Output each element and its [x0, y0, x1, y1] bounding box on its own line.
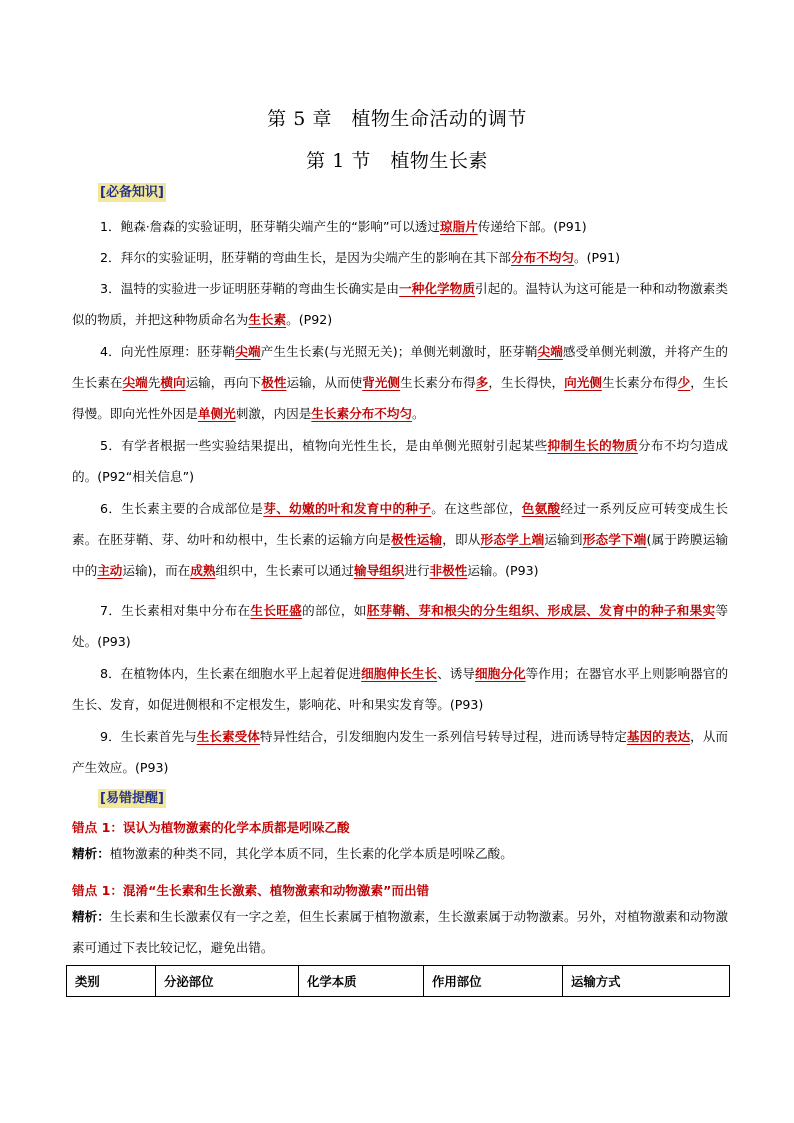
answer-highlight: 形态学下端 — [582, 532, 647, 547]
explanation-text: 植物激素的种类不同，其化学本质不同，生长素的化学本质是吲哚乙酸。 — [109, 846, 513, 861]
error-tips-tag: [易错提醒] — [100, 791, 164, 806]
knowledge-item: 7．生长素相对集中分布在生长旺盛的部位，如胚芽鞘、芽和根尖的分生组织、形成层、发育中的种子和果实等处。(P93) — [72, 603, 729, 649]
answer-highlight: 主动 — [97, 563, 123, 578]
answer-highlight: 基因的表达 — [626, 729, 691, 744]
answer-highlight: 细胞伸长生长 — [361, 666, 438, 681]
answer-highlight: 生长素受体 — [196, 729, 260, 744]
explanation-text: 生长素和生长激素仅有一字之差，但生长素属于植物激素，生长激素属于动物激素。另外，对植物激素和动物激素可通过下表比较记忆，避免出错。 — [72, 909, 729, 955]
answer-highlight: 横向 — [160, 375, 186, 390]
answer-highlight: 色氨酸 — [521, 501, 561, 516]
answer-highlight: 输导组织 — [353, 563, 405, 578]
explanation-label: 精析： — [72, 846, 110, 861]
answer-highlight: 尖端 — [537, 344, 563, 359]
knowledge-item: 5．有学者根据一些实验结果提出，植物向光性生长，是由单侧光照射引起某些抑制生长的物质分布不均匀造成的。(P92“相关信息”) — [72, 438, 729, 484]
answer-highlight: 向光侧 — [564, 375, 602, 390]
error-point-title: 错点 1：误认为植物激素的化学本质都是吲哚乙酸 — [72, 820, 350, 835]
knowledge-item: 4．向光性原理：胚芽鞘尖端产生生长素(与光照无关)；单侧光刺激时，胚芽鞘尖端感受单侧光刺激，并将产生的生长素在尖端先横向运输，再向下极性运输，从而使背光侧生长素分布得多，生长得快，向光侧生长素分布得少，生长得慢。即向光性外因是单侧光刺激，内因是生长素分布不均匀。 — [72, 344, 729, 421]
answer-highlight: 多 — [475, 375, 489, 390]
answer-highlight: 形态学上端 — [480, 532, 545, 547]
table-header-cell: 作用部位 — [424, 966, 563, 997]
answer-highlight: 成熟 — [190, 563, 216, 578]
answer-highlight: 尖端 — [122, 375, 148, 390]
required-knowledge-tag: [必备知识] — [100, 185, 164, 200]
comparison-table — [66, 965, 730, 997]
answer-highlight: 生长旺盛 — [250, 603, 303, 618]
knowledge-item: 9．生长素首先与生长素受体特异性结合，引发细胞内发生一系列信号转导过程，进而诱导特定基因的表达，从而产生效应。(P93) — [72, 729, 729, 775]
table-header-cell: 化学本质 — [299, 966, 424, 997]
section-title: 第 1 节 植物生长素 — [306, 150, 488, 172]
answer-highlight: 一种化学物质 — [399, 281, 476, 296]
answer-highlight: 极性 — [261, 375, 287, 390]
answer-highlight: 分布不均匀 — [511, 250, 574, 265]
table-header-cell: 运输方式 — [563, 966, 730, 997]
answer-highlight: 单侧光 — [197, 406, 236, 421]
error-explanation — [72, 838, 728, 869]
answer-highlight: 尖端 — [235, 344, 261, 359]
answer-highlight: 非极性 — [429, 563, 468, 578]
table-header-row — [67, 966, 730, 997]
error-point-title: 错点 1：混淆“生长素和生长激素、植物激素和动物激素”而出错 — [72, 883, 430, 898]
knowledge-item: 3．温特的实验进一步证明胚芽鞘的弯曲生长确实是由一种化学物质引起的。温特认为这可能是一种和动物激素类似的物质，并把这种物质命名为生长素。(P92) — [72, 281, 729, 327]
answer-highlight: 生长素 — [248, 312, 287, 327]
answer-highlight: 细胞分化 — [475, 666, 526, 681]
answer-highlight: 抑制生长的物质 — [547, 438, 638, 453]
knowledge-item: 1．鲍森·詹森的实验证明，胚芽鞘尖端产生的“影响”可以透过琼脂片传递给下部。(P91) — [100, 219, 587, 234]
answer-highlight: 琼脂片 — [439, 219, 478, 234]
answer-highlight: 极性运输 — [391, 532, 443, 547]
explanation-label: 精析： — [72, 909, 110, 924]
knowledge-item: 8．在植物体内，生长素在细胞水平上起着促进细胞伸长生长、诱导细胞分化等作用；在器官水平上则影响器官的生长、发育，如促进侧根和不定根发生，影响花、叶和果实发育等。(P93) — [72, 666, 729, 712]
answer-highlight: 胚芽鞘、芽和根尖的分生组织、形成层、发育中的种子和果实 — [366, 603, 716, 618]
knowledge-item: 2．拜尔的实验证明，胚芽鞘的弯曲生长，是因为尖端产生的影响在其下部分布不均匀。(P91) — [100, 250, 621, 265]
answer-highlight: 少 — [677, 375, 691, 390]
error-explanation — [72, 901, 728, 963]
table-header-cell: 类别 — [67, 966, 156, 997]
answer-highlight: 背光侧 — [362, 375, 401, 390]
table-header-cell: 分泌部位 — [156, 966, 299, 997]
answer-highlight: 生长素分布不均匀 — [311, 406, 413, 421]
answer-highlight: 芽、幼嫩的叶和发育中的种子 — [263, 501, 432, 516]
knowledge-item: 6．生长素主要的合成部位是芽、幼嫩的叶和发育中的种子。在这些部位，色氨酸经过一系列反应可转变成生长素。在胚芽鞘、芽、幼叶和幼根中，生长素的运输方向是极性运输，即从形态学上端运输到形态学下端(属于跨膜运输中的主动运输)，而在成熟组织中，生长素可以通过输导组织进行非极性运输。(P93) — [72, 501, 729, 578]
chapter-title: 第 5 章 植物生命活动的调节 — [267, 108, 527, 130]
